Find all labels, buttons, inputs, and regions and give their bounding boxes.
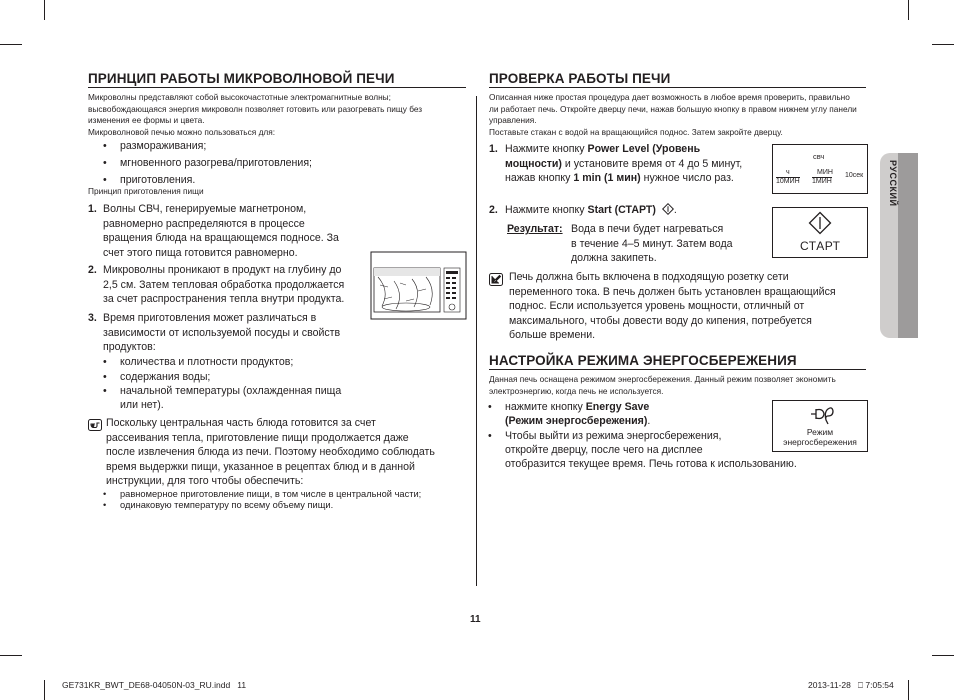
language-tab-edge (898, 153, 918, 338)
display-label: МИН (817, 169, 833, 176)
intro-text: Микроволны представляют собой высокочастотные электромагнитные волны; высвобождающаяся энергия микроволн позволяет готовить или разогревать пищу без изменения ее формы и цвета. Микроволновой печью можно пользоваться для: (88, 92, 423, 137)
energy-save-button-illustration (772, 400, 868, 452)
step-3-text: Время приготовления может различаться в зависимости от используемой посуды и свойств продуктов: (103, 312, 341, 353)
list-item-continuation: (Режим энергосбережения). (505, 415, 651, 427)
section-title-energy: НАСТРОЙКА РЕЖИМА ЭНЕРГОСБЕРЕЖЕНИЯ (489, 353, 797, 368)
list-item: • одинаковую температуру по всему объему пищи. (120, 500, 333, 512)
step-number: 2. (88, 264, 97, 276)
energy-label: Режим энергосбережения (783, 427, 857, 447)
list-item: • количества и плотности продуктов; (120, 355, 293, 370)
start-button-illustration (772, 207, 868, 258)
display-mode: свч (813, 152, 825, 161)
list-item: • равномерное приготовление пищи, в том числе в центральной части; (120, 489, 421, 501)
footer-date: 2013-11-28 ⎕ 7:05:54 (808, 680, 894, 690)
title-rule (88, 87, 466, 88)
note-text: Поскольку центральная часть блюда готовится за счет рассеивания тепла, приготовление пищи продолжается даже после извлечения блюда из печи. Поэтому необходимо соблюдать время выдержки пищи, указанное в рецептах блюд и в данной инструкции, для того чтобы обеспечить: (106, 417, 435, 487)
display-label: 1МИН (812, 178, 832, 185)
principle-label: Принцип приготовления пищи (88, 186, 204, 196)
list-item-continuation: отобразится текущее время. Печь готова к использованию. (505, 458, 797, 470)
microwave-illustration (370, 251, 467, 321)
list-item: • начальной температуры (охлажденная пища (120, 384, 341, 399)
list-item: • содержания воды; (120, 370, 210, 385)
display-label: 10сек (845, 172, 864, 179)
step-1-text: Волны СВЧ, генерируемые магнетроном, равномерно распределяются в процессе вращения блюда на вращающемся подносе. За счет этого пища готовится равномерно. (103, 203, 339, 259)
language-label: РУССКИЙ (888, 160, 898, 207)
crop-mark (932, 44, 954, 45)
start-icon (662, 203, 674, 220)
step-2-text: Микроволны проникают в продукт на глубину до 2,5 см. Затем тепловая обработка продолжается за счет распространения тепла внутри продукта. (103, 264, 345, 305)
title-rule (489, 87, 866, 88)
list-item: • мгновенного разогрева/приготовления; (120, 156, 312, 171)
section-title-check: ПРОВЕРКА РАБОТЫ ПЕЧИ (489, 71, 671, 86)
step-number: 1. (88, 203, 97, 215)
list-item: • нажмите кнопку Energy Save (505, 400, 649, 415)
pointing-hand-icon (88, 418, 102, 430)
check-step-2: Нажмите кнопку Start (СТАРТ) . (505, 203, 677, 220)
list-item: • приготовления. (120, 173, 195, 188)
result-label: Результат: (507, 223, 563, 235)
title-rule (489, 369, 866, 370)
list-item-continuation: откройте дверцу, после чего на дисплее (505, 444, 703, 456)
start-icon (808, 211, 832, 240)
column-divider (476, 96, 477, 586)
energy-intro: Данная печь оснащена режимом энергосбережения. Данный режим позволяет экономить электроэнергию, когда печь не используется. (489, 374, 836, 396)
display-label: ч (786, 169, 790, 176)
crop-mark (908, 680, 909, 700)
step-number: 1. (489, 143, 498, 155)
note-icon (489, 273, 503, 286)
start-label: СТАРТ (800, 239, 841, 253)
crop-mark (44, 0, 45, 20)
check-intro: Описанная ниже простая процедура дает возможность в любое время проверить, правильно ли работает печь. Откройте дверцу печи, нажав большую кнопку в правом нижнем углу панели управления. Поставьте стакан с водой на вращающийся поднос. Затем закройте дверцу. (489, 92, 857, 137)
crop-mark (44, 680, 45, 700)
step-number: 2. (489, 204, 498, 216)
display-label: 10МИН (776, 178, 800, 185)
step-number: 3. (88, 312, 97, 324)
crop-mark (932, 655, 954, 656)
check-step-1: Нажмите кнопку Power Level (Уровень мощности) и установите время от 4 до 5 минут, нажав кнопку 1 min (1 мин) нужное число раз. (505, 143, 743, 184)
crop-mark (0, 655, 22, 656)
page-number: 11 (470, 614, 481, 625)
list-item: • размораживания; (120, 139, 206, 154)
footer-file: GE731KR_BWT_DE68-04050N-03_RU.indd 11 (62, 680, 247, 690)
list-item-continuation: или нет). (120, 399, 164, 411)
result-text: Вода в печи будет нагреваться в течение 4–5 минут. Затем вода должна закипеть. (571, 223, 733, 264)
display-panel (772, 144, 868, 194)
list-item: • Чтобы выйти из режима энергосбережения, (505, 429, 721, 444)
crop-mark (0, 44, 22, 45)
crop-mark (908, 0, 909, 20)
check-note: Печь должна быть включена в подходящую розетку сети переменного тока. В печь должен быть установлен вращающийся поднос. Если используется уровень мощности, отличный от максимального, чтобы довести воду до кипения, потребуется больше времени. (509, 271, 836, 341)
section-title-principle: ПРИНЦИП РАБОТЫ МИКРОВОЛНОВОЙ ПЕЧИ (88, 71, 395, 86)
